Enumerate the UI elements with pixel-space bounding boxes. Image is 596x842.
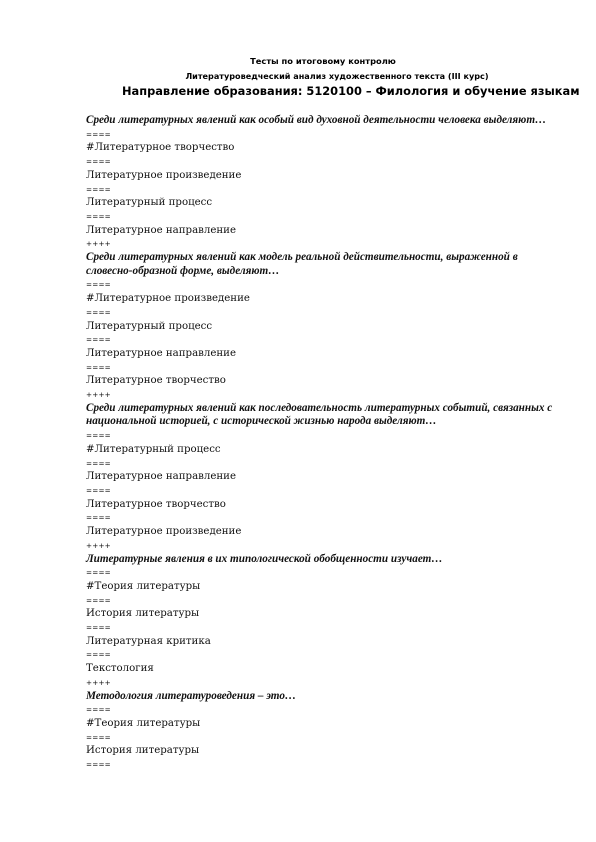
separator-marker: ==== (86, 623, 111, 633)
answer-option: Литературное направление (86, 471, 236, 483)
separator-marker: ==== (86, 362, 111, 372)
separator-marker: ++++ (86, 239, 111, 249)
separator-marker: ==== (86, 184, 111, 194)
separator-marker: ==== (86, 595, 111, 605)
answer-option: Литературный процесс (86, 320, 213, 332)
answer-option: Литературное произведение (86, 526, 242, 538)
separator-marker: ==== (86, 458, 111, 468)
separator-marker: ==== (86, 485, 111, 495)
separator-marker: ==== (86, 513, 111, 523)
answer-option: История литературы (86, 745, 200, 757)
answer-option: Литературное творчество (86, 375, 226, 387)
doc-title: Тесты по итоговому контролю (250, 56, 396, 66)
separator-marker: ==== (86, 335, 111, 345)
separator-marker: ++++ (86, 390, 111, 400)
answer-option: #Литературный процесс (86, 443, 221, 455)
separator-marker: ==== (86, 760, 111, 770)
program-title: Направление образования: 5120100 – Филология и обучение языкам (122, 84, 580, 98)
test-content (86, 114, 566, 772)
question-text: Среди литературных явлений как модель реальной действительности, выраженной в словесно-образной форме, выделяют… (86, 251, 518, 277)
answer-option: Литературное произведение (86, 169, 242, 181)
answer-option: Литературный процесс (86, 197, 213, 209)
separator-marker: ==== (86, 307, 111, 317)
separator-marker: ==== (86, 157, 111, 167)
answer-option: Текстология (86, 663, 154, 675)
separator-marker: ==== (86, 211, 111, 221)
answer-option: #Теория литературы (86, 717, 201, 729)
separator-marker: ==== (86, 129, 111, 139)
answer-option: #Теория литературы (86, 580, 201, 592)
question-text: Литературные явления в их типологической обобщенности изучает… (86, 552, 443, 565)
separator-marker: ==== (86, 568, 111, 578)
answer-option: #Литературное творчество (86, 142, 235, 154)
answer-option: Литературная критика (86, 635, 211, 647)
separator-marker: ++++ (86, 540, 111, 550)
separator-marker: ==== (86, 650, 111, 660)
answer-option: Литературное творчество (86, 498, 226, 510)
separator-marker: ++++ (86, 677, 111, 687)
answer-option: История литературы (86, 608, 200, 620)
question-text: Среди литературных явлений как особый вид духовной деятельности человека выделяют… (86, 114, 547, 126)
answer-option: #Литературное произведение (86, 293, 250, 305)
question-text: Методология литературоведения – это… (86, 689, 297, 702)
separator-marker: ==== (86, 732, 111, 742)
separator-marker: ==== (86, 431, 111, 441)
separator-marker: ==== (86, 280, 111, 290)
question-text: Среди литературных явлений как последовательность литературных событий, связанных с национальной историей, с исторической жизнью народа выделяют… (86, 401, 553, 428)
answer-option: Литературное направление (86, 224, 236, 236)
course-title: Литературоведческий анализ художественного текста (III курс) (185, 71, 489, 81)
answer-option: Литературное направление (86, 347, 236, 359)
separator-marker: ==== (86, 705, 111, 715)
